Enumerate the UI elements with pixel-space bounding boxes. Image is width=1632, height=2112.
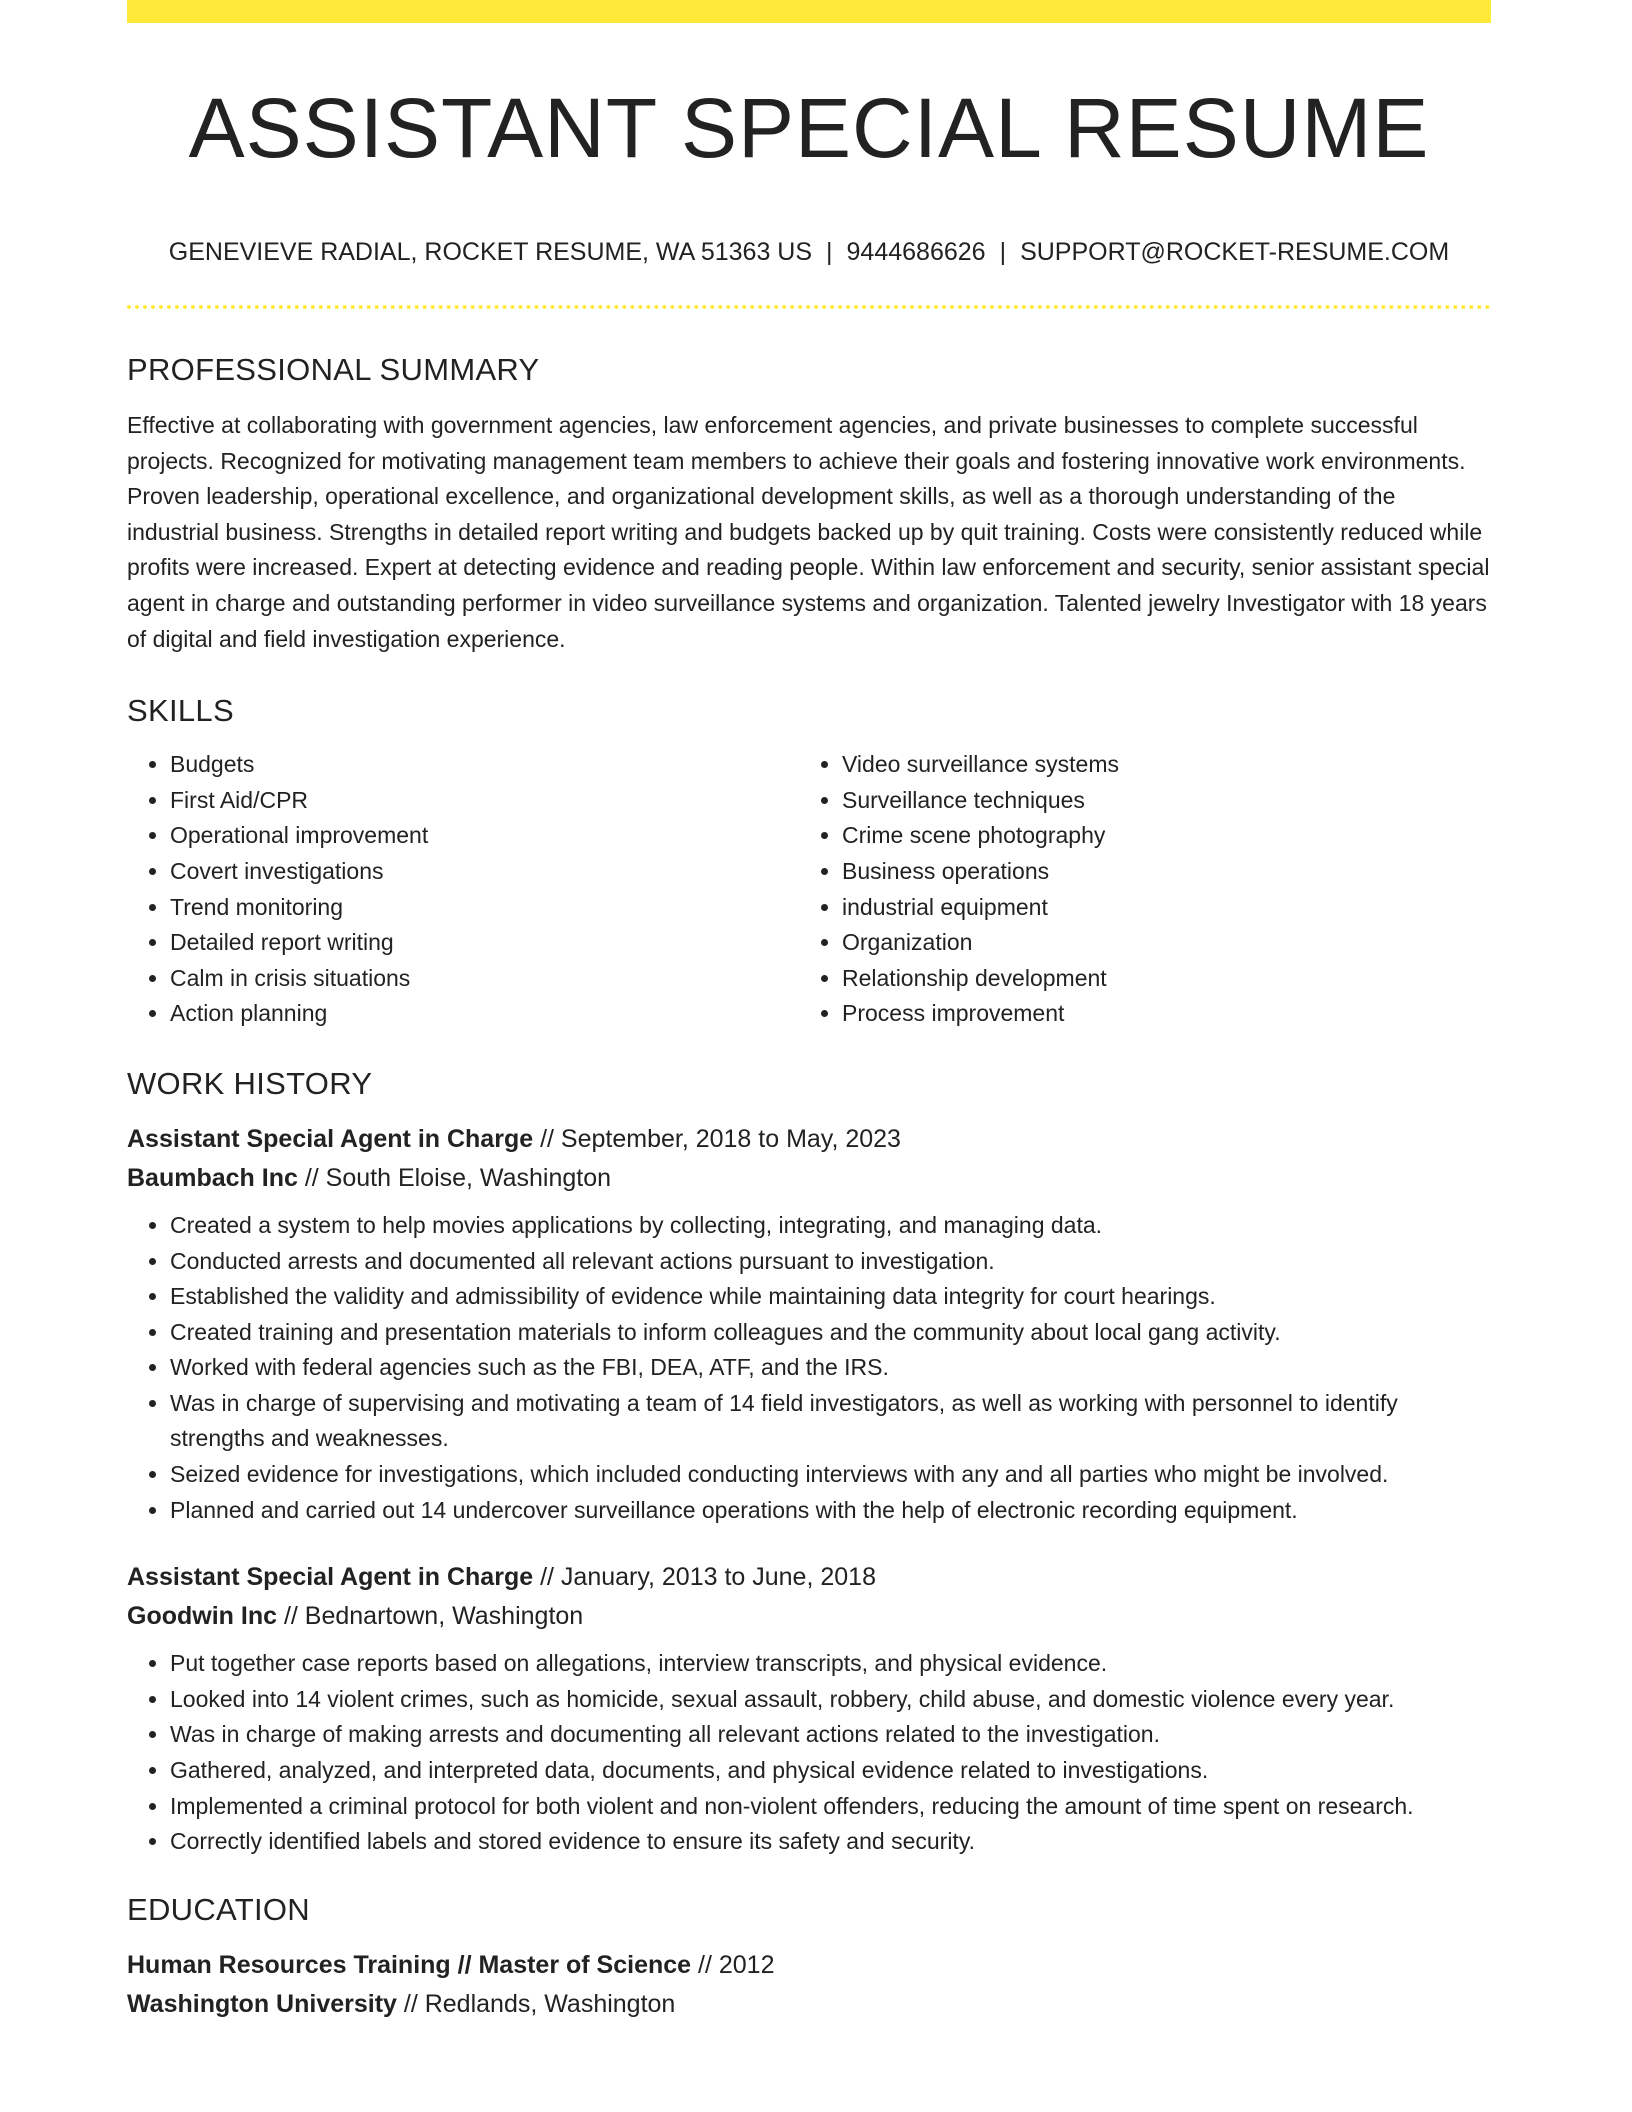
job-bullet: • Looked into 14 violent crimes, such as homicide, sexual assault, robbery, child abuse, and domestic violence every year. [170,1682,1491,1718]
job-dates: // September, 2018 to May, 2023 [540,1124,901,1153]
job-bullet: • Was in charge of making arrests and documenting all relevant actions related to the investigation. [170,1717,1491,1753]
contact-separator: | [999,238,1007,266]
skill-item: • Business operations [842,854,1471,890]
dotted-divider [127,305,1491,309]
job-bullet: • Correctly identified labels and stored evidence to ensure its safety and security. [170,1824,1491,1860]
skill-item: • First Aid/CPR [170,783,799,819]
job-company: Goodwin Inc [127,1602,277,1631]
job-title: Assistant Special Agent in Charge [127,1124,534,1153]
job-bullet: • Gathered, analyzed, and interpreted data, documents, and physical evidence related to investigations. [170,1753,1491,1789]
job-bullet: • Conducted arrests and documented all relevant actions pursuant to investigation. [170,1244,1491,1280]
skill-item: • Process improvement [842,996,1471,1032]
skills-heading: SKILLS [127,693,234,729]
job-entry [127,1120,1491,1528]
job-bullet: • Created a system to help movies applications by collecting, integrating, and managing data. [170,1208,1491,1244]
skill-item: • Surveillance techniques [842,783,1471,819]
skill-item: • Detailed report writing [170,925,799,961]
skills-list-left [127,747,799,1032]
contact-separator: | [826,238,833,266]
resume-title: ASSISTANT SPECIAL RESUME [188,81,1430,175]
contact-phone: 9444686626 [846,238,986,266]
job-bullet: • Worked with federal agencies such as the FBI, DEA, ATF, and the IRS. [170,1350,1491,1386]
skill-item: • Calm in crisis situations [170,961,799,997]
summary-heading: PROFESSIONAL SUMMARY [127,352,540,387]
job-bullet: • Put together case reports based on allegations, interview transcripts, and physical evidence. [170,1646,1491,1682]
skills-columns [127,747,1491,1032]
job-company-line [127,1597,1491,1636]
job-bullet: • Planned and carried out 14 undercover surveillance operations with the help of electronic recording equipment. [170,1493,1491,1529]
job-company-line [127,1159,1491,1198]
job-bullet: • Implemented a criminal protocol for both violent and non-violent offenders, reducing the amount of time spent on research. [170,1789,1491,1825]
job-bullet: • Created training and presentation materials to inform colleagues and the community about local gang activity. [170,1315,1491,1351]
job-bullets [127,1208,1491,1528]
job-title: Assistant Special Agent in Charge [127,1563,534,1592]
education-heading: EDUCATION [127,1891,310,1927]
job-bullet: • Was in charge of supervising and motivating a team of 14 field investigators, as well as working with personnel to identify strengths and weaknesses. [170,1386,1491,1457]
job-bullets [127,1646,1491,1860]
summary-text: Effective at collaborating with government agencies, law enforcement agencies, and private businesses to complete successful projects. Recognized for motivating management team members to achieve their goals and fostering innovative work environments. Proven leadership, operational excellence, and organizational development skills, as well as a thorough understanding of the industrial business. Strengths in detailed report writing and budgets backed up by quit training. Costs were consistently reduced while profits were increased. Expert at detecting evidence and reading people. Within law enforcement and security, senior assistant special agent in charge and outstanding performer in video surveillance systems and organization. Talented jewelry Investigator with 18 years of digital and field investigation experience. [127,412,1490,652]
work-history-heading: WORK HISTORY [127,1065,373,1101]
education-school: Washington University [127,1989,397,2018]
education-degree-line [127,1946,1491,1985]
job-location: // Bednartown, Washington [283,1602,584,1631]
job-title-line [127,1120,1491,1159]
skills-section [127,689,1491,1032]
contact-address: GENEVIEVE RADIAL, ROCKET RESUME, WA 51363 US [168,238,813,266]
contact-line [127,236,1491,268]
skill-item: • Video surveillance systems [842,747,1471,783]
education-school-line [127,1985,1491,2024]
job-company: Baumbach Inc [127,1163,298,1192]
job-bullet: • Established the validity and admissibility of evidence while maintaining data integrity for court hearings. [170,1279,1491,1315]
summary-section [127,348,1491,657]
accent-top-bar [127,0,1491,23]
skill-item: • Action planning [170,996,799,1032]
education-section [127,1888,1491,2024]
skill-item: • Covert investigations [170,854,799,890]
education-location: // Redlands, Washington [403,1989,676,2018]
job-entry [127,1558,1491,1860]
skill-item: • Operational improvement [170,818,799,854]
skill-item: • Organization [842,925,1471,961]
skill-item: • Budgets [170,747,799,783]
resume-body [127,348,1491,2024]
skill-item: • Relationship development [842,961,1471,997]
job-dates: // January, 2013 to June, 2018 [540,1563,876,1592]
contact-email: SUPPORT@ROCKET-RESUME.COM [1020,238,1450,266]
job-title-line [127,1558,1491,1597]
job-bullet: • Seized evidence for investigations, which included conducting interviews with any and all parties who might be involved. [170,1457,1491,1493]
skills-list-right [799,747,1471,1032]
skill-item: • Trend monitoring [170,890,799,926]
education-year: // 2012 [698,1950,775,1979]
skill-item: • industrial equipment [842,890,1471,926]
education-degree: Human Resources Training // Master of Science [127,1950,692,1979]
job-location: // South Eloise, Washington [304,1163,612,1192]
skill-item: • Crime scene photography [842,818,1471,854]
education-entry [127,1946,1491,2024]
work-history-section [127,1062,1491,1860]
